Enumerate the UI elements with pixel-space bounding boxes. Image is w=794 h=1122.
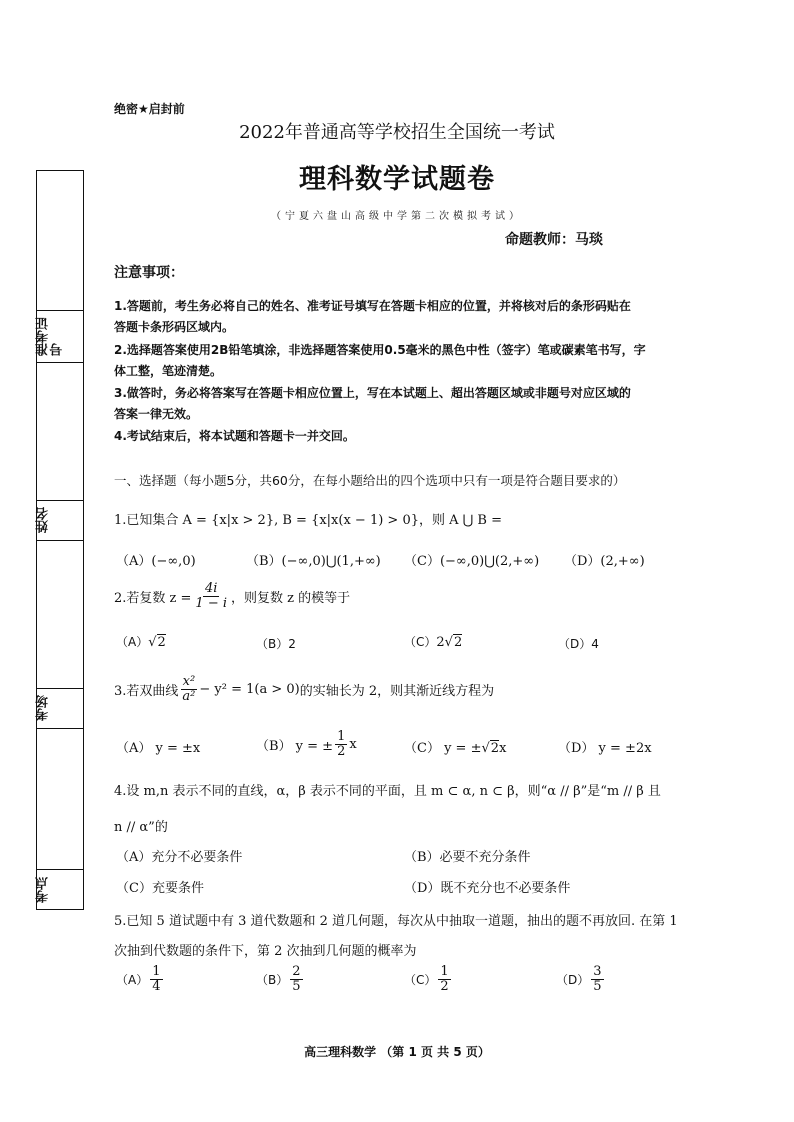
option-label: （C） y = ± [404,741,482,756]
question-1-option-d: （D）(2,+∞) [564,554,645,569]
fraction-denominator: 2 [440,978,449,994]
question-3-stem [114,675,494,703]
subtitle: （宁夏六盘山高级中学第二次模拟考试） [271,211,523,222]
question-3-option-a: （A） y = ±x [116,741,201,756]
fraction-denominator: a² [182,688,196,704]
option-label: （B） y = ± [256,738,334,754]
notes-heading: 注意事项： [114,265,184,281]
coefficient: 2 [436,635,445,650]
note-line: 答题卡条形码区域内。 [114,320,235,334]
option-fraction [438,965,450,993]
question-4-option-c: （C）充要条件 [116,881,204,896]
question-3-option-b [256,730,357,758]
question-3-option-d: （D） y = ±2x [558,741,652,756]
option-fraction [335,730,347,758]
fraction-numerator: 1 [337,729,346,744]
option-label: （D） [556,972,590,987]
note-line: 1.答题前，考生务必将自己的姓名、准考证号填写在答题卡相应的位置，并将核对后的条形码贴在 [114,299,631,313]
question-5-option-b [256,965,305,993]
question-1-stem: 1.已知集合 A = {x|x > 2}, B = {x|x(x − 1) > 0}，则 A ⋃ B = [114,513,503,528]
strip-divider [37,310,83,311]
question-3-fraction [180,675,197,703]
option-tail: x [499,741,507,756]
page-footer: 高三理科数学 （第 1 页 共 5 页） [304,1045,490,1059]
option-label: （C） [404,972,437,987]
strip-divider [37,728,83,729]
note-line: 4.考试结束后，将本试题和答题卡一并交回。 [114,429,355,443]
question-3-option-c: （C） y = ±√2x [404,741,507,756]
note-line: 体工整，笔迹清楚。 [114,364,223,378]
radicand: 2 [157,635,166,650]
fraction-denominator: 1 − i [195,595,228,611]
strip-divider [37,500,83,501]
fraction-denominator: 2 [337,743,346,759]
question-4-option-d: （D）既不充分也不必要条件 [404,881,571,896]
option-fraction [591,965,603,993]
fraction-denominator: 5 [292,978,301,994]
question-2-fraction [193,582,229,610]
question-1-option-a: （A）(−∞,0) [116,554,196,569]
fraction-denominator: 5 [593,978,602,994]
question-3-equation: − y² = 1(a > 0) [199,681,300,697]
strip-divider [37,362,83,363]
section-heading: 一、选择题（每小题5分，共60分，在每小题给出的四个选项中只有一项是符合题目要求的） [114,473,626,488]
question-4-stem-line-1: 4.设 m,n 表示不同的直线，α，β 表示不同的平面，且 m ⊂ α, n ⊂ β，则“α // β”是“m // β 且 [114,784,661,799]
question-2-option-c: （C）2√2 [404,635,463,650]
strip-divider [37,540,83,541]
question-2-prefix: 2.若复数 z = [114,590,192,606]
option-fraction [150,965,162,993]
strip-label-exam-room: 考场 [36,695,51,721]
question-2-stem [114,582,350,610]
question-5-option-c [404,965,453,993]
question-1-option-c: （C）(−∞,0)⋃(2,+∞) [404,554,540,569]
note-line: 答案一律无效。 [114,407,199,421]
strip-label-name: 姓名 [36,507,51,533]
fraction-numerator: 1 [152,964,161,979]
question-5-option-d [556,965,606,993]
teacher-name: 命题教师：马琰 [505,232,603,248]
note-line: 3.做答时，务必将答案写在答题卡相应位置上，写在本试题上、超出答题区域或非题号对应区域的 [114,386,631,400]
strip-label-exam-site: 考点 [36,877,51,903]
secret-label: 绝密★启封前 [114,102,185,116]
strip-divider [37,688,83,689]
option-fraction [290,965,302,993]
option-label: （A） [116,972,149,987]
question-2-option-d: （D）4 [558,637,599,651]
option-label: （A） [116,635,149,649]
question-2-option-a: （A）√2 [116,635,166,650]
exam-name: 2022年普通高等学校招生全国统一考试 [239,122,555,143]
option-tail: x [349,736,357,752]
option-label: （C） [404,635,437,649]
question-1-option-b: （B）(−∞,0)⋃(1,+∞) [246,554,381,569]
fraction-numerator: 1 [440,964,449,979]
question-2-option-b: （B）2 [256,637,296,651]
question-2-suffix: ，则复数 z 的模等于 [231,590,351,606]
strip-divider [37,869,83,870]
fraction-numerator: x² [182,674,196,689]
option-label: （B） [256,972,289,987]
question-4-option-a: （A）充分不必要条件 [116,850,243,865]
strip-label-exam-number: 准考证号 [36,317,66,356]
fraction-denominator: 4 [152,978,161,994]
question-4-stem-line-2: n // α”的 [114,820,168,835]
question-5-stem-line-1: 5.已知 5 道试题中有 3 道代数题和 2 道几何题，每次从中抽取一道题，抽出的题不再放回. 在第 1 [114,914,678,929]
fraction-numerator: 2 [292,964,301,979]
radicand: 2 [490,741,500,756]
question-4-option-b: （B）必要不充分条件 [404,850,531,865]
note-line: 2.选择题答案使用2B铅笔填涂，非选择题答案使用0.5毫米的黑色中性（签字）笔或碳素笔书写，字 [114,343,646,357]
question-5-stem-line-2: 次抽到代数题的条件下，第 2 次抽到几何题的概率为 [114,944,417,959]
binding-strip [36,170,84,910]
question-5-option-a [116,965,165,993]
question-3-suffix: 的实轴长为 2，则其渐近线方程为 [299,683,495,699]
radicand: 2 [453,635,463,650]
page-title: 理科数学试题卷 [299,164,495,195]
question-3-prefix: 3.若双曲线 [114,683,179,699]
fraction-numerator: 4i [205,581,218,596]
fraction-numerator: 3 [593,964,602,979]
